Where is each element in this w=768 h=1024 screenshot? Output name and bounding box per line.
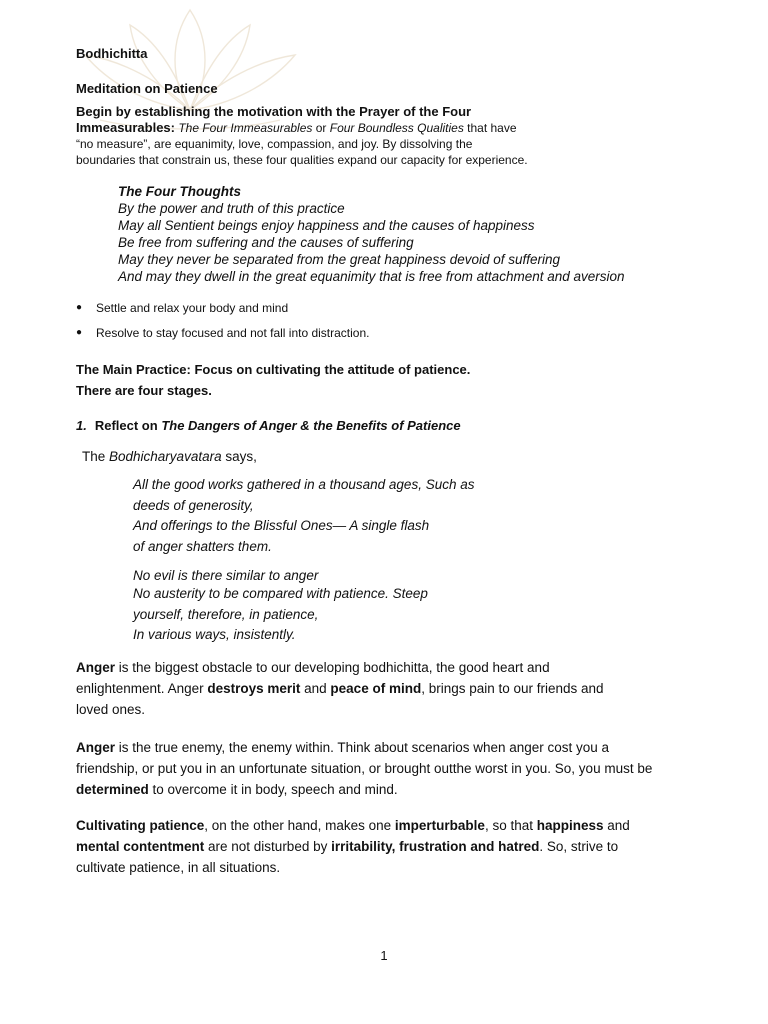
prayer-line: May they never be separated from the great happiness devoid of suffering bbox=[118, 252, 561, 267]
list-item bbox=[76, 301, 696, 326]
bullet-list bbox=[76, 301, 696, 351]
main-practice-heading bbox=[76, 359, 696, 401]
prayer-line: May all Sentient beings enjoy happiness and the causes of happiness bbox=[118, 218, 535, 233]
quote-line: No evil is there similar to anger bbox=[133, 568, 319, 583]
intro-line-4: boundaries that constrain us, these four qualities expand our capacity for experience. bbox=[76, 153, 528, 167]
para-text: to overcome it in body, speech and mind. bbox=[148, 782, 398, 797]
para-text: is the biggest obstacle to our developing bodhichitta, the good heart and bbox=[115, 660, 550, 675]
intro-line-2 bbox=[76, 120, 696, 136]
bold-term: determined bbox=[76, 782, 149, 797]
bold-term: destroys merit bbox=[207, 681, 301, 696]
bullet-text: Resolve to stay focused and not fall into distraction. bbox=[96, 326, 370, 340]
quote-block-1 bbox=[133, 475, 513, 557]
bold-term: Cultivating patience bbox=[76, 818, 205, 833]
quote-line: All the good works gathered in a thousand ages, Such as bbox=[133, 477, 475, 492]
para-text: , brings pain to our friends and bbox=[421, 681, 604, 696]
para-text: is the true enemy, the enemy within. Think about scenarios when anger cost you a bbox=[115, 740, 610, 755]
quote-line: deeds of generosity, bbox=[133, 497, 254, 513]
paragraph-anger-enemy bbox=[76, 737, 696, 800]
bold-term: mental contentment bbox=[76, 839, 205, 854]
bullet-icon: ● bbox=[76, 327, 83, 338]
para-text: cultivate patience, in all situations. bbox=[76, 860, 281, 875]
para-text: enlightenment. Anger bbox=[76, 681, 208, 696]
intro-line-3: “no measure”, are equanimity, love, compassion, and joy. By dissolving the bbox=[76, 137, 473, 151]
bold-term: irritability, frustration and hatred bbox=[331, 839, 540, 854]
prayer-line: And may they dwell in the great equanimity that is free from attachment and aversion bbox=[118, 269, 625, 284]
citation-post: says, bbox=[221, 449, 257, 464]
prayer-title: The Four Thoughts bbox=[118, 184, 241, 199]
step-number: 1. bbox=[76, 418, 87, 433]
prayer-line: By the power and truth of this practice bbox=[118, 201, 345, 216]
quote-block-2 bbox=[133, 568, 513, 646]
main-practice-line-2: There are four stages. bbox=[76, 383, 212, 398]
intro-paragraph bbox=[76, 104, 696, 168]
para-text: are not disturbed by bbox=[204, 839, 332, 854]
intro-line-2-rest: that have bbox=[463, 121, 517, 135]
step-1-heading bbox=[76, 418, 696, 433]
page-number: 1 bbox=[380, 948, 388, 963]
document-subtitle: Meditation on Patience bbox=[76, 81, 218, 96]
bold-term: imperturbable bbox=[394, 818, 485, 833]
bullet-text: Settle and relax your body and mind bbox=[96, 301, 289, 315]
citation-work: Bodhicharyavatara bbox=[109, 449, 222, 464]
quote-line: yourself, therefore, in patience, bbox=[133, 606, 319, 622]
para-text: . So, strive to bbox=[539, 839, 619, 854]
intro-lead-line: Begin by establishing the motivation with the Prayer of the Four bbox=[76, 104, 472, 119]
para-text: and bbox=[300, 681, 331, 696]
citation-intro bbox=[82, 449, 257, 464]
main-practice-line-1: The Main Practice: Focus on cultivating the attitude of patience. bbox=[76, 362, 471, 377]
list-item bbox=[76, 326, 696, 351]
para-text: and bbox=[603, 818, 630, 833]
prayer-line: Be free from suffering and the causes of suffering bbox=[118, 235, 414, 250]
para-text: friendship, or put you in an unfortunate situation, or brought outthe worst in you. So, you must be bbox=[76, 761, 653, 776]
bold-term: Anger bbox=[76, 740, 116, 755]
citation-pre: The bbox=[82, 449, 110, 464]
document-title: Bodhichitta bbox=[76, 46, 148, 61]
boundless-qualities-term: Four Boundless Qualities bbox=[329, 121, 464, 135]
para-text: loved ones. bbox=[76, 702, 146, 717]
paragraph-anger-obstacle bbox=[76, 657, 696, 720]
bold-term: Anger bbox=[76, 660, 116, 675]
quote-line: And offerings to the Blissful Ones— A single flash bbox=[133, 518, 430, 533]
bold-term: peace of mind bbox=[330, 681, 422, 696]
bold-term: happiness bbox=[536, 818, 604, 833]
quote-line: No austerity to be compared with patience. Steep bbox=[133, 586, 428, 601]
intro-or: or bbox=[312, 121, 330, 135]
para-text: , so that bbox=[484, 818, 537, 833]
immeasurables-label: Immeasurables: bbox=[76, 120, 175, 135]
para-text: , on the other hand, makes one bbox=[204, 818, 395, 833]
quote-line: of anger shatters them. bbox=[133, 538, 272, 554]
step-prefix: Reflect on bbox=[94, 418, 162, 433]
four-thoughts-prayer bbox=[118, 183, 718, 285]
bullet-icon: ● bbox=[76, 302, 83, 313]
quote-line: In various ways, insistently. bbox=[133, 627, 296, 642]
four-immeasurables-term: The Four Immeasurables bbox=[178, 121, 313, 135]
step-title: The Dangers of Anger & the Benefits of Patience bbox=[161, 418, 461, 433]
paragraph-cultivating-patience bbox=[76, 815, 696, 878]
